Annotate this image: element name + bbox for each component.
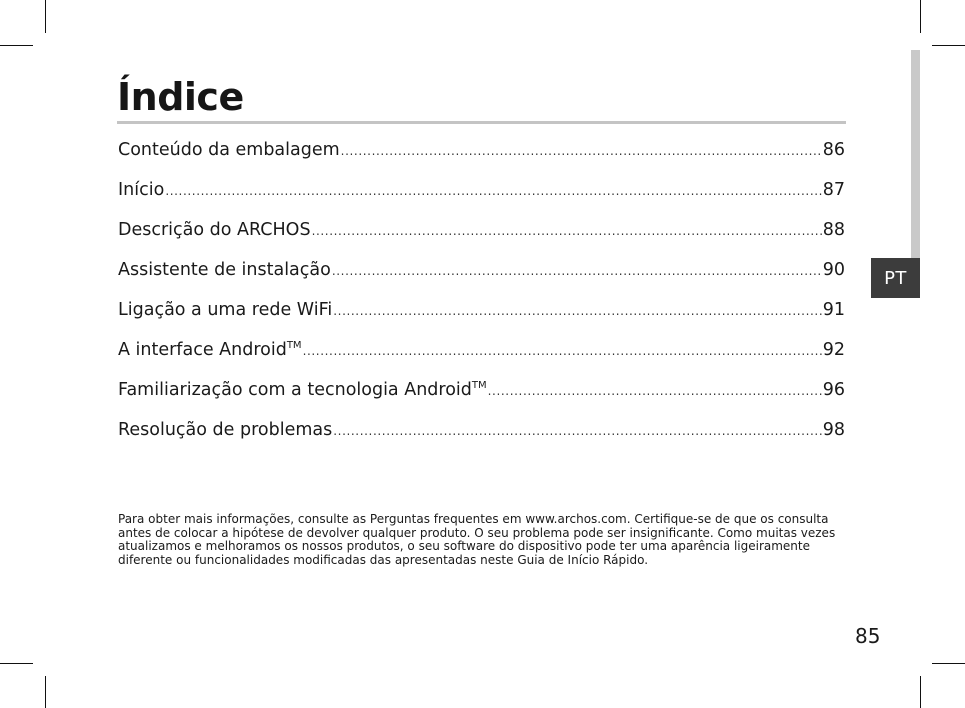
toc-entry-label: Assistente de instalação	[118, 260, 331, 280]
toc-leader-dots	[333, 297, 821, 325]
toc-entry-page: 96	[822, 380, 845, 400]
crop-mark	[0, 663, 33, 664]
toc-leader-dots	[303, 337, 822, 365]
toc-entry[interactable]	[118, 412, 845, 452]
footnote-text: Para obter mais informações, consulte as Perguntas frequentes em www.archos.com. Certifique-se de que os consulta antes de colocar a hipótese de devolver qualquer produto. O seu problema pode ser insignificante. Como muitas vezes atualizamos e melhoramos os nossos produtos, o seu software do dispositivo pode ter uma aparência ligeiramente diferente ou funcionalidades modificadas das apresentadas neste Guia de Início Rápido.	[118, 512, 836, 567]
language-tab: PT	[871, 258, 920, 298]
toc-leader-dots	[312, 217, 822, 245]
crop-mark	[932, 663, 965, 664]
toc-entry[interactable]	[118, 252, 845, 292]
title-divider	[117, 121, 846, 124]
toc-leader-dots	[488, 377, 822, 405]
toc-entry-label: Ligação a uma rede WiFi	[118, 300, 333, 320]
toc-entry-label: A interface Android™	[118, 340, 302, 360]
toc-entry[interactable]	[118, 332, 845, 372]
toc-entry-page: 92	[822, 340, 845, 360]
page-number: 85	[855, 624, 881, 648]
toc-entry-label: Familiarização com a tecnologia Android™	[118, 380, 487, 400]
toc-leader-dots	[341, 137, 822, 165]
toc-entry-label: Resolução de problemas	[118, 420, 333, 440]
table-of-contents	[118, 132, 845, 452]
toc-entry-label: Início	[118, 180, 165, 200]
toc-entry-page: 86	[822, 140, 845, 160]
toc-entry[interactable]	[118, 212, 845, 252]
toc-entry-page: 91	[822, 300, 845, 320]
page-title: Índice	[117, 75, 244, 119]
crop-mark	[920, 0, 921, 33]
toc-leader-dots	[333, 417, 821, 445]
toc-entry-page: 88	[822, 220, 845, 240]
crop-mark	[920, 676, 921, 708]
crop-mark	[45, 0, 46, 33]
toc-entry-page: 90	[822, 260, 845, 280]
toc-entry[interactable]	[118, 372, 845, 412]
toc-leader-dots	[332, 257, 822, 285]
crop-mark	[932, 45, 965, 46]
toc-leader-dots	[165, 177, 821, 205]
toc-entry[interactable]	[118, 172, 845, 212]
toc-entry[interactable]	[118, 292, 845, 332]
crop-mark	[45, 676, 46, 708]
toc-entry-page: 87	[822, 180, 845, 200]
toc-entry-label: Descrição do ARCHOS	[118, 220, 311, 240]
toc-entry[interactable]	[118, 132, 845, 172]
crop-mark	[0, 45, 33, 46]
toc-entry-page: 98	[822, 420, 845, 440]
toc-entry-label: Conteúdo da embalagem	[118, 140, 340, 160]
